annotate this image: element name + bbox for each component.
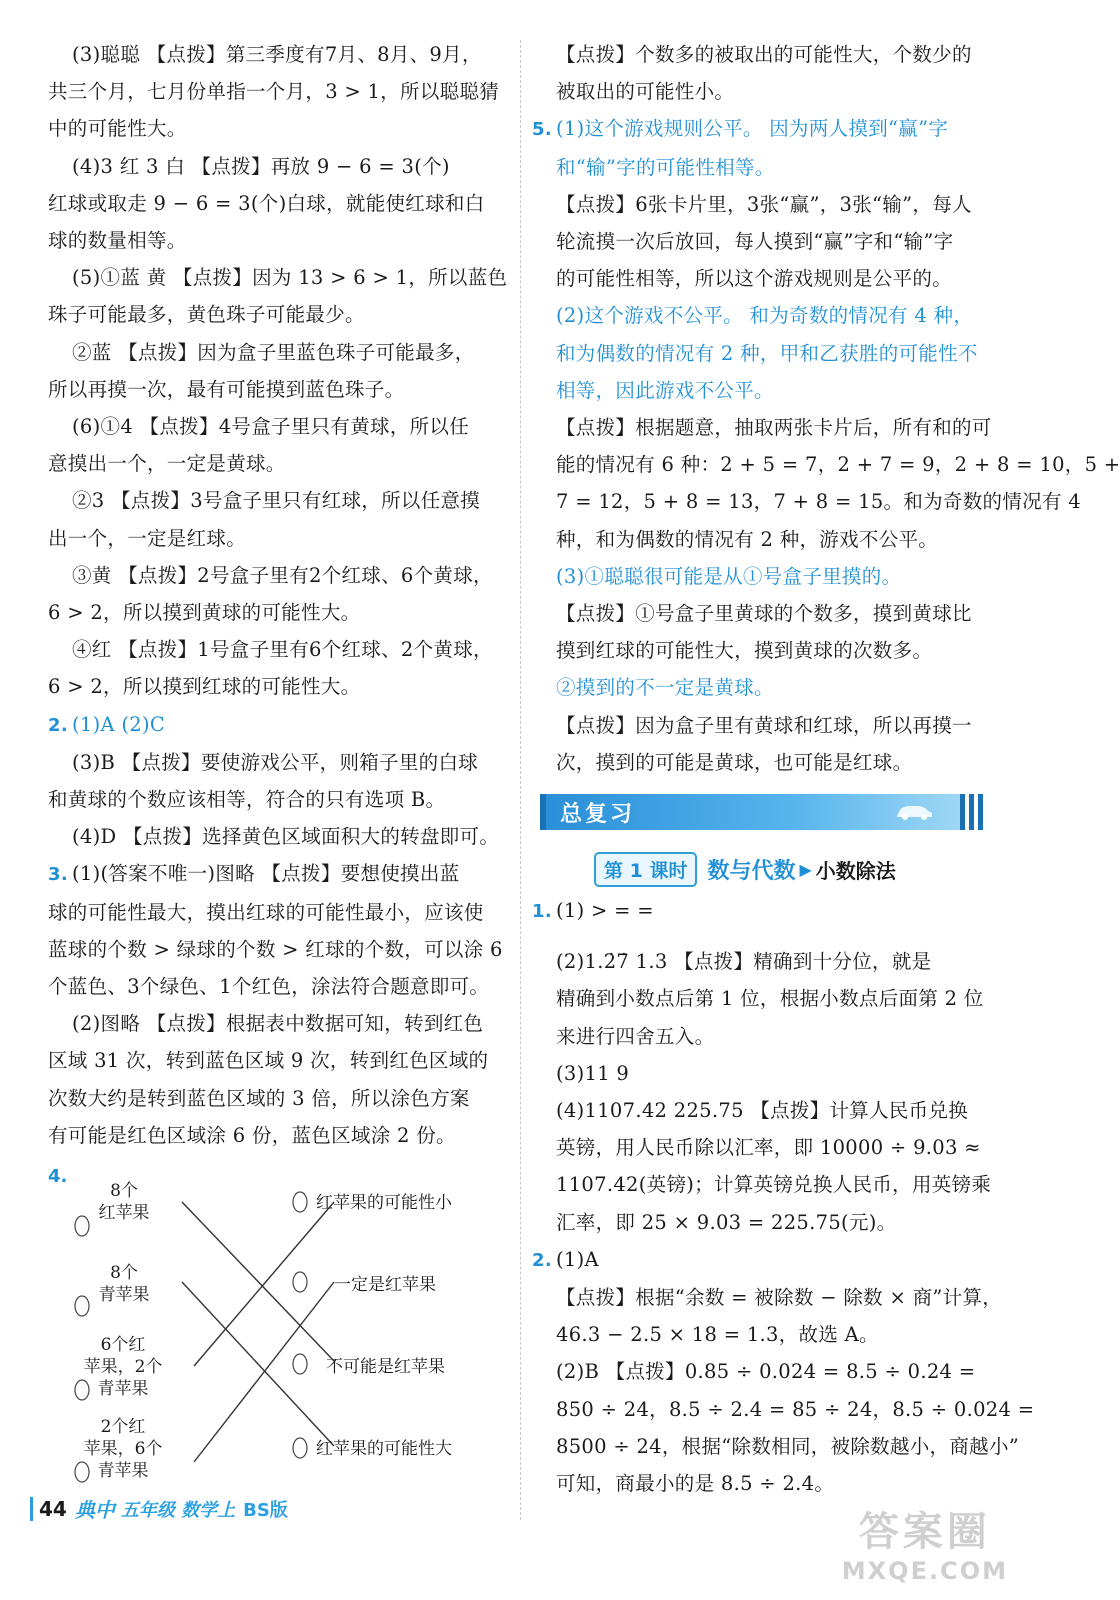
lesson-subtopic: 小数除法 [815,858,896,883]
car-icon [894,802,934,822]
q5-line1 [532,110,1008,148]
box1-bubble-icon [75,1216,89,1236]
q1-5-line1: (5)①蓝 黄 【点拨】因为 13 > 6 > 1，所以蓝色 [72,266,508,290]
result2-bubble-icon [293,1272,307,1292]
q1-4-line1: (4)3 红 3 白 【点拨】再放 9 − 6 = 3(个) [72,154,450,178]
line-box4-to-result2 [194,1282,334,1462]
q4-matching-diagram [44,1166,514,1496]
r1-line7: 英镑，用人民币除以汇率，即 10000 ÷ 9.03 ≈ [556,1136,981,1160]
q1-3-line2: 共三个月，七月份单指一个月，3 > 1，所以聪聪猜 [48,80,500,104]
q3-line6: 区域 31 次，转到蓝色区域 9 次，转到红色区域的 [48,1049,489,1073]
r1-line3: 精确到小数点后第 1 位，根据小数点后面第 2 位 [556,987,984,1011]
result1-bubble-icon [293,1192,307,1212]
q1-5-line4: 所以再摸一次，最有可能摸到蓝色珠子。 [48,377,405,401]
r1-number: 1. [532,901,552,922]
q1-5-line2: 珠子可能最多，黄色珠子可能最少。 [48,303,365,327]
q1-4-line2: 红球或取走 9 − 6 = 3(个)白球，就能使红球和白 [48,191,485,215]
q5-line8: 相等，因此游戏不公平。 [556,378,774,402]
box2-bubble-icon [75,1296,89,1316]
q1-4-line3: 球的数量相等。 [48,229,187,253]
q5-line2: 和“输”字的可能性相等。 [556,155,775,179]
r2-number: 2. [532,1249,552,1271]
page-number: 44 [30,1497,67,1521]
result3-bubble-icon [293,1354,307,1374]
q5-line9: 【点拨】根据题意，抽取两张卡片后，所有和的可 [556,416,992,440]
q5-line17: 【点拨】因为盒子里有黄球和红球，所以再摸一 [556,713,972,737]
watermark-url: MXQE.COM [841,1557,1008,1585]
r2-line6: 8500 ÷ 24，根据“除数相同，被除数越小，商越小” [556,1434,1020,1458]
q3-line1 [48,855,514,893]
q2-line3: 和黄球的个数应该相等，符合的只有选项 B。 [48,788,446,812]
q1-6-line7: ④红 【点拨】1号盒子里有6个红球、2个黄球， [72,638,493,662]
q4-tip-line2: 被取出的可能性小。 [556,80,735,104]
r1-line9: 汇率，即 25 × 9.03 = 225.75(元)。 [556,1210,897,1234]
q1-6-line5: ③黄 【点拨】2号盒子里有2个红球、6个黄球， [72,563,493,587]
box1-label: 8个 红苹果 [98,1181,150,1223]
result1-label: 红苹果的可能性小 [316,1193,452,1213]
q5-line18: 次，摸到的可能是黄球，也可能是红球。 [556,750,913,774]
r2-line4: (2)B 【点拨】0.85 ÷ 0.024 = 8.5 ÷ 0.24 = [556,1360,976,1384]
r2-answer1: (1)A [556,1247,599,1271]
result3-label: 不可能是红苹果 [326,1357,445,1377]
q4-number: 4. [48,1166,68,1187]
q5-line6: (2)这个游戏不公平。 和为奇数的情况有 4 种， [556,304,974,328]
q5-answer1a: (1)这个游戏规则公平。 因为两人摸到“赢”字 [556,117,949,141]
series-label: 五年级 数学上 [120,1499,236,1521]
r2-line2: 【点拨】根据“余数 = 被除数 − 除数 × 商”计算， [556,1286,1003,1310]
watermark [842,1500,1008,1585]
q1-6-line3: ②3 【点拨】3号盒子里只有红球，所以任意摸 [72,489,481,513]
box2-label: 8个 青苹果 [98,1263,150,1305]
q1-6-line4: 出一个，一定是红球。 [48,526,247,550]
page-footer [30,1494,288,1523]
q5-line16: ②摸到的不一定是黄球。 [556,676,774,700]
line-box2-to-result4 [182,1282,334,1446]
review-title: 总复习 [560,802,636,827]
q5-line7: 和为偶数的情况有 2 种，甲和乙获胜的可能性不 [556,341,978,365]
box4-label: 2个红 苹果，6个 青苹果 [83,1417,163,1481]
q1-6-line1: (6)①4 【点拨】4号盒子里只有黄球，所以任 [72,415,470,439]
q5-line14: 【点拨】①号盒子里黄球的个数多，摸到黄球比 [556,602,972,626]
review-banner [540,794,986,830]
lesson-badge: 第 1 课时 [594,852,697,887]
line-box1-to-result3 [182,1202,334,1361]
q2-line2: (3)B 【点拨】要使游戏公平，则箱子里的白球 [72,750,479,774]
q2-line1 [48,706,514,744]
q1-3-line3: 中的可能性大。 [48,117,187,141]
r2-line5: 850 ÷ 24，8.5 ÷ 2.4 = 85 ÷ 24，8.5 ÷ 0.024 = [556,1397,1035,1421]
q3-line8: 有可能是红色区域涂 6 份，蓝色区域涂 2 份。 [48,1123,456,1147]
lesson-header [594,850,896,888]
q3-number: 3. [48,864,68,886]
q5-line11: 7 = 12，5 + 8 = 13，7 + 8 = 15。和为奇数的情况有 4 [556,490,1081,514]
r1-line4: 来进行四舍五入。 [556,1024,715,1048]
q1-6-line8: 6 > 2，所以摸到红球的可能性大。 [48,675,361,699]
line-box3-to-result1 [194,1202,334,1366]
q5-line15: 摸到红球的可能性大，摸到黄球的次数多。 [556,639,933,663]
r2-line1 [532,1241,1008,1279]
q3-line7: 次数大约是转到蓝色区域的 3 倍，所以涂色方案 [48,1086,470,1110]
q2-answers: (1)A (2)C [72,712,166,736]
q3-line2: 球的可能性最大，摸出红球的可能性最小，应该使 [48,900,484,924]
left-column [48,36,514,1154]
r1-line8: 1107.42(英镑)；计算英镑兑换人民币，用英镑乘 [556,1173,992,1197]
q5-number: 5. [532,119,552,141]
r1-line5: (3)11 9 [556,1061,630,1085]
box3-label: 6个红 苹果，2个 青苹果 [83,1335,163,1399]
lesson-topic: 数与代数 [707,858,796,884]
right-column-bottom [532,892,1035,1502]
q3-line3: 蓝球的个数 > 绿球的个数 > 红球的个数，可以涂 6 [48,937,503,961]
q3-line4: 个蓝色、3个绿色、1个红色，涂法符合题意即可。 [48,975,490,999]
q5-line12: 种，和为偶数的情况有 2 种，游戏不公平。 [556,527,939,551]
banner-bars [960,794,986,830]
result4-label: 红苹果的可能性大 [316,1439,452,1459]
q5-line3: 【点拨】6张卡片里，3张“赢”，3张“输”，每人 [556,192,972,216]
play-arrow-icon: ▶ [799,859,812,879]
q1-3-line1: (3)聪聪 【点拨】第三季度有7月、8月、9月， [72,43,482,66]
result4-bubble-icon [293,1438,307,1458]
r1-line6: (4)1107.42 225.75 【点拨】计算人民币兑换 [556,1099,969,1123]
q5-line5: 的可能性相等，所以这个游戏规则是公平的。 [556,267,953,291]
r1-line2: (2)1.2̇7̇ 1.3 【点拨】精确到十分位，就是 [556,950,932,974]
q5-line10: 能的情况有 6 种：2 + 5 = 7，2 + 7 = 9，2 + 8 = 10，5 + [556,453,1120,477]
q3-line5: (2)图略 【点拨】根据表中数据可知，转到红色 [72,1012,484,1036]
q3-line1-text: (1)(答案不唯一)图略 【点拨】要想使摸出蓝 [72,862,460,886]
column-divider [520,40,522,1520]
q5-line4: 轮流摸一次后放回，每人摸到“赢”字和“输”字 [556,230,954,254]
r2-line7: 可知，商最小的是 8.5 ÷ 2.4。 [556,1472,835,1496]
edition-label: BS版 [243,1499,288,1521]
q2-line4: (4)D 【点拨】选择黄色区域面积大的转盘即可。 [72,825,500,849]
q2-number: 2. [48,714,68,736]
r2-line3: 46.3 − 2.5 × 18 = 1.3，故选 A。 [556,1323,879,1347]
watermark-title: 答案圈 [858,1509,991,1555]
q1-5-line3: ②蓝 【点拨】因为盒子里蓝色珠子可能最多， [72,340,475,364]
r1-line1 [532,892,1008,930]
right-column-top [532,36,1120,781]
r1-answer1: (1) > = = [556,899,654,922]
q1-6-line2: 意摸出一个，一定是黄球。 [48,452,286,476]
q4-tip-line1: 【点拨】个数多的被取出的可能性大，个数少的 [556,43,972,66]
q1-6-line6: 6 > 2，所以摸到黄球的可能性大。 [48,601,361,625]
brand-logo: 典中 [74,1498,115,1522]
q5-line13: (3)①聪聪很可能是从①号盒子里摸的。 [556,564,902,588]
result2-label: 一定是红苹果 [334,1275,436,1295]
